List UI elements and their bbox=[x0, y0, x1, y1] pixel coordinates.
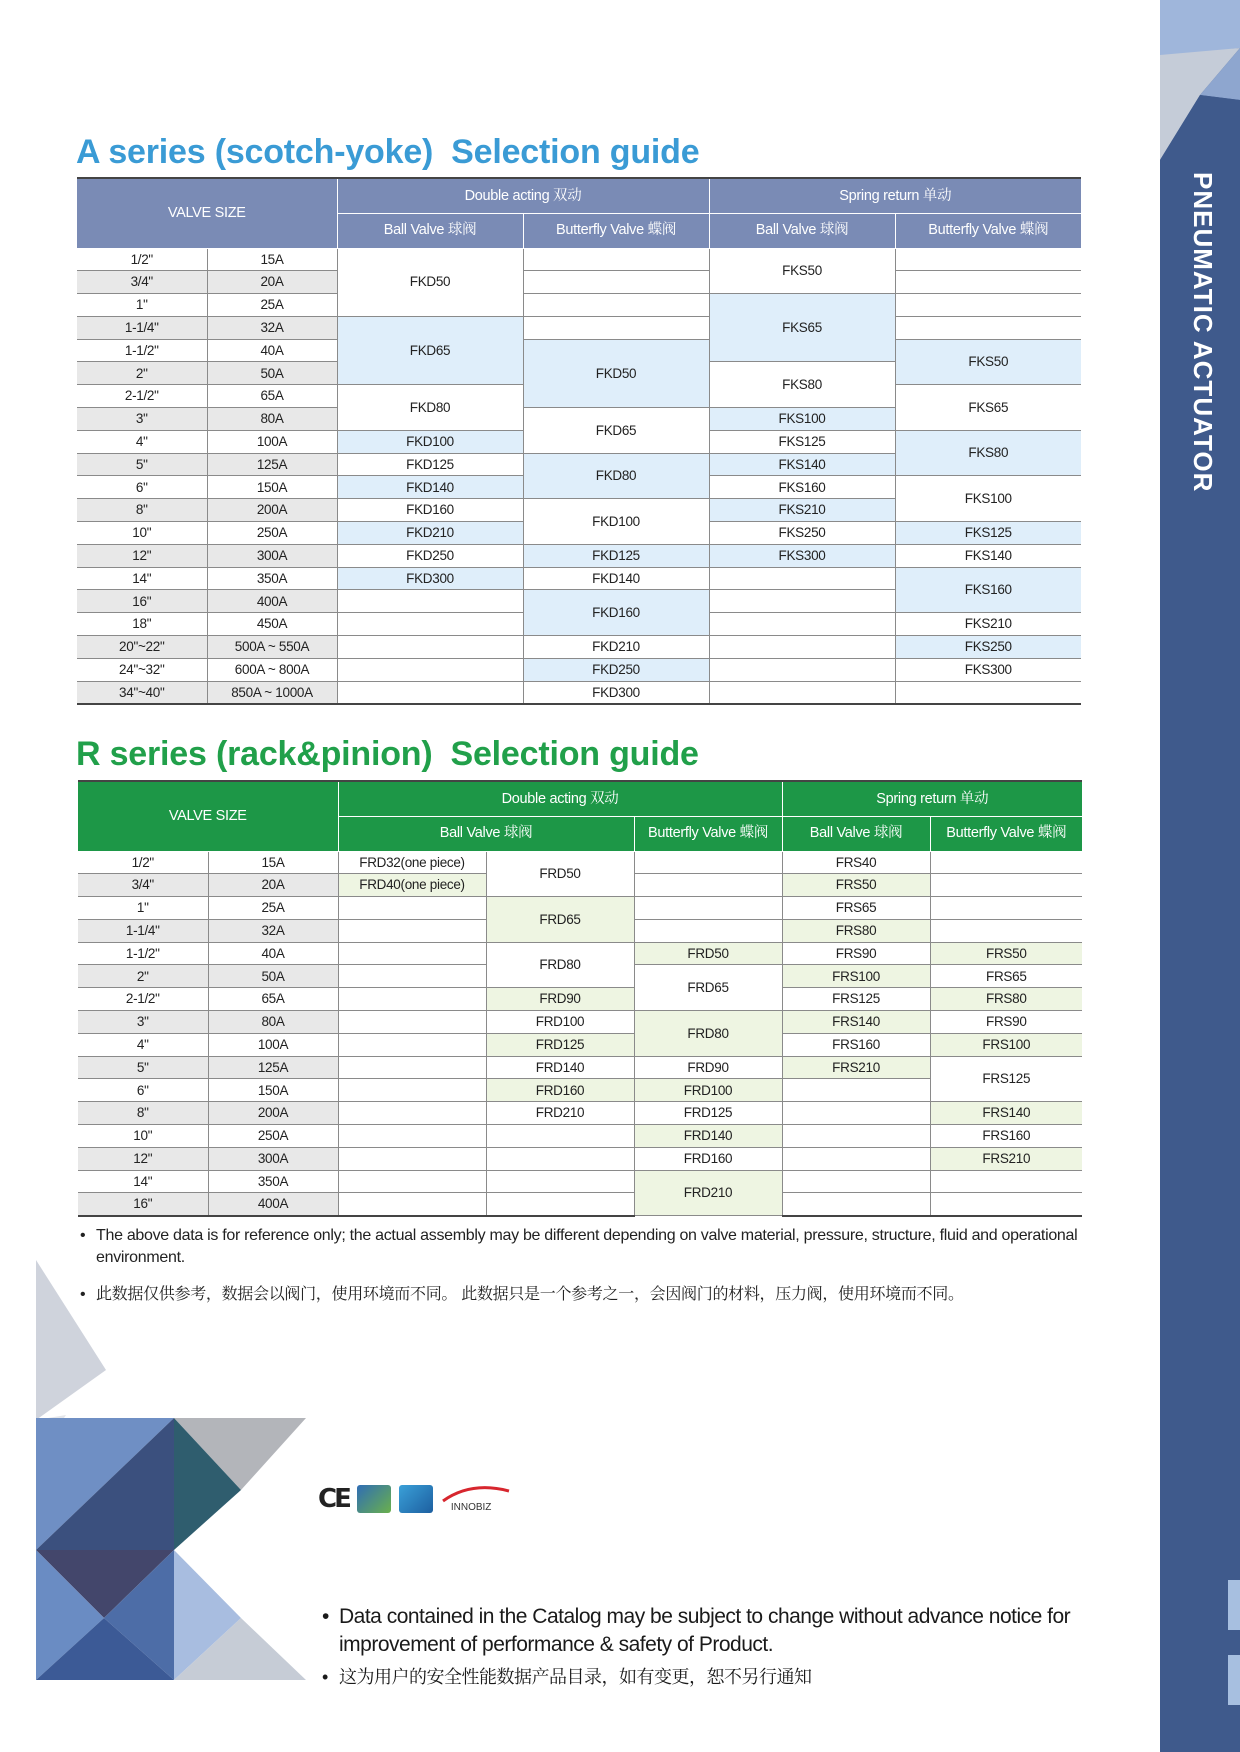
empty-cell bbox=[523, 271, 709, 294]
model-cell-spring-butterfly: FKS250 bbox=[895, 636, 1081, 659]
empty-cell bbox=[338, 988, 486, 1011]
empty-cell bbox=[895, 248, 1081, 271]
valve-size-inch-cell: 16" bbox=[77, 590, 207, 613]
valve-size-inch-cell: 10" bbox=[77, 522, 207, 545]
model-cell-spring-butterfly: FRS140 bbox=[930, 1102, 1082, 1125]
valve-size-mm-cell: 50A bbox=[208, 965, 338, 988]
empty-cell bbox=[782, 1102, 930, 1125]
table-row bbox=[77, 294, 1081, 317]
empty-cell bbox=[782, 1125, 930, 1148]
a-series-title-name: A series (scotch-yoke) bbox=[76, 133, 434, 171]
model-cell-spring-butterfly: FRS90 bbox=[930, 1011, 1082, 1034]
empty-cell bbox=[338, 1011, 486, 1034]
model-cell-double-butterfly: FKD210 bbox=[523, 636, 709, 659]
table-row bbox=[78, 1147, 1082, 1170]
model-cell-spring-butterfly: FRS80 bbox=[930, 988, 1082, 1011]
model-cell-double-ball-b: FRD140 bbox=[486, 1056, 634, 1079]
side-tab-marker bbox=[1228, 1655, 1240, 1705]
empty-cell bbox=[523, 316, 709, 339]
model-cell-spring-ball: FRS80 bbox=[782, 919, 930, 942]
valve-size-inch-cell: 6" bbox=[77, 476, 207, 499]
empty-cell bbox=[930, 851, 1082, 874]
bullet-icon: • bbox=[322, 1667, 328, 1687]
valve-size-mm-cell: 32A bbox=[207, 316, 337, 339]
empty-cell bbox=[338, 1033, 486, 1056]
valve-size-mm-cell: 125A bbox=[207, 453, 337, 476]
valve-size-inch-cell: 5" bbox=[78, 1056, 208, 1079]
empty-cell bbox=[895, 294, 1081, 317]
valve-size-inch-cell: 8" bbox=[78, 1102, 208, 1125]
valve-size-inch-cell: 1-1/2" bbox=[78, 942, 208, 965]
model-cell-double-ball: FKD100 bbox=[337, 430, 523, 453]
empty-cell bbox=[634, 874, 782, 897]
model-cell-spring-ball: FKS210 bbox=[709, 499, 895, 522]
model-cell-double-ball-b: FRD210 bbox=[486, 1102, 634, 1125]
valve-size-mm-cell: 80A bbox=[207, 408, 337, 431]
valve-size-inch-cell: 3" bbox=[78, 1011, 208, 1034]
empty-cell bbox=[337, 636, 523, 659]
valve-size-inch-cell: 14" bbox=[78, 1170, 208, 1193]
valve-size-mm-cell: 250A bbox=[208, 1125, 338, 1148]
innobiz-logo-text: INNOBIZ bbox=[450, 1502, 492, 1513]
valve-size-header: VALVE SIZE bbox=[78, 781, 338, 851]
model-cell-double-butterfly: FKD50 bbox=[523, 339, 709, 407]
table-row bbox=[78, 1193, 1082, 1216]
empty-cell bbox=[709, 590, 895, 613]
valve-size-inch-cell: 3" bbox=[77, 408, 207, 431]
empty-cell bbox=[782, 1147, 930, 1170]
model-cell-spring-ball: FRS50 bbox=[782, 874, 930, 897]
empty-cell bbox=[634, 897, 782, 920]
valve-size-mm-cell: 300A bbox=[208, 1147, 338, 1170]
side-tab-marker bbox=[1228, 1580, 1240, 1630]
bullet-icon: • bbox=[322, 1605, 329, 1628]
valve-size-inch-cell: 1" bbox=[78, 897, 208, 920]
a-series-title bbox=[76, 133, 699, 172]
valve-size-inch-cell: 24"~32" bbox=[77, 658, 207, 681]
empty-cell bbox=[930, 1193, 1082, 1216]
r-series-title-suffix: Selection guide bbox=[450, 735, 699, 773]
model-cell-double-butterfly: FKD125 bbox=[523, 544, 709, 567]
empty-cell bbox=[709, 613, 895, 636]
empty-cell bbox=[930, 1170, 1082, 1193]
bullet-icon: • bbox=[80, 1286, 86, 1303]
empty-cell bbox=[337, 681, 523, 704]
table-row bbox=[77, 636, 1081, 659]
empty-cell bbox=[895, 271, 1081, 294]
model-cell-spring-butterfly: FKS50 bbox=[895, 339, 1081, 385]
butterfly-valve-header: Butterfly Valve 蝶阀 bbox=[895, 213, 1081, 248]
valve-size-inch-cell: 1-1/4" bbox=[78, 919, 208, 942]
model-cell-spring-ball: FKS65 bbox=[709, 294, 895, 362]
model-cell-spring-ball: FRS100 bbox=[782, 965, 930, 988]
spring-return-header: Spring return 单动 bbox=[709, 178, 1081, 213]
model-cell-double-butterfly: FRD80 bbox=[634, 1011, 782, 1057]
ball-valve-header: Ball Valve 球阀 bbox=[709, 213, 895, 248]
valve-size-mm-cell: 500A ~ 550A bbox=[207, 636, 337, 659]
empty-cell bbox=[338, 1125, 486, 1148]
r-series-title-name: R series (rack&pinion) bbox=[76, 735, 433, 773]
valve-size-inch-cell: 14" bbox=[77, 567, 207, 590]
a-series-table-body bbox=[77, 248, 1081, 704]
empty-cell bbox=[338, 1056, 486, 1079]
valve-size-mm-cell: 15A bbox=[208, 851, 338, 874]
model-cell-double-ball: FKD125 bbox=[337, 453, 523, 476]
model-cell-spring-ball: FKS100 bbox=[709, 408, 895, 431]
model-cell-double-butterfly: FKD100 bbox=[523, 499, 709, 545]
table-row bbox=[78, 942, 1082, 965]
quality-badge-icon bbox=[399, 1485, 433, 1513]
empty-cell bbox=[486, 1170, 634, 1193]
empty-cell bbox=[338, 919, 486, 942]
valve-size-mm-cell: 150A bbox=[207, 476, 337, 499]
model-cell-spring-ball: FKS250 bbox=[709, 522, 895, 545]
table-row bbox=[78, 1170, 1082, 1193]
spring-return-header: Spring return 单动 bbox=[782, 781, 1082, 816]
table-row bbox=[77, 248, 1081, 271]
empty-cell bbox=[337, 658, 523, 681]
empty-cell bbox=[709, 567, 895, 590]
model-cell-double-ball: FKD50 bbox=[337, 248, 523, 316]
table-row bbox=[78, 1033, 1082, 1056]
empty-cell bbox=[895, 316, 1081, 339]
model-cell-spring-ball: FKS50 bbox=[709, 248, 895, 294]
butterfly-valve-header: Butterfly Valve 蝶阀 bbox=[523, 213, 709, 248]
table-row bbox=[77, 339, 1081, 362]
valve-size-mm-cell: 400A bbox=[207, 590, 337, 613]
valve-size-mm-cell: 350A bbox=[207, 567, 337, 590]
model-cell-spring-butterfly: FRS100 bbox=[930, 1033, 1082, 1056]
empty-cell bbox=[338, 1079, 486, 1102]
double-acting-header: Double acting 双动 bbox=[337, 178, 709, 213]
valve-size-mm-cell: 150A bbox=[208, 1079, 338, 1102]
footer-chinese-text: 这为用户的安全性能数据产品目录，如有变更，恕不另行通知 bbox=[339, 1667, 812, 1687]
empty-cell bbox=[634, 851, 782, 874]
empty-cell bbox=[338, 1147, 486, 1170]
valve-size-mm-cell: 80A bbox=[208, 1011, 338, 1034]
model-cell-spring-butterfly: FRS210 bbox=[930, 1147, 1082, 1170]
butterfly-valve-header: Butterfly Valve 蝶阀 bbox=[930, 816, 1082, 851]
model-cell-spring-butterfly: FKS80 bbox=[895, 430, 1081, 476]
model-cell-double-ball-b: FRD65 bbox=[486, 897, 634, 943]
valve-size-mm-cell: 350A bbox=[208, 1170, 338, 1193]
r-series-selection-table bbox=[78, 780, 1082, 1217]
table-row bbox=[78, 897, 1082, 920]
valve-size-inch-cell: 2" bbox=[78, 965, 208, 988]
valve-size-inch-cell: 1" bbox=[77, 294, 207, 317]
valve-size-inch-cell: 8" bbox=[77, 499, 207, 522]
certification-badge-icon bbox=[357, 1485, 391, 1513]
table-row bbox=[77, 544, 1081, 567]
valve-size-inch-cell: 20"~22" bbox=[77, 636, 207, 659]
table-row bbox=[78, 1011, 1082, 1034]
valve-size-mm-cell: 125A bbox=[208, 1056, 338, 1079]
model-cell-double-butterfly: FRD100 bbox=[634, 1079, 782, 1102]
valve-size-inch-cell: 12" bbox=[77, 544, 207, 567]
model-cell-spring-ball: FKS80 bbox=[709, 362, 895, 408]
valve-size-mm-cell: 40A bbox=[208, 942, 338, 965]
empty-cell bbox=[338, 965, 486, 988]
model-cell-double-ball-b: FRD125 bbox=[486, 1033, 634, 1056]
valve-size-inch-cell: 18" bbox=[77, 613, 207, 636]
valve-size-inch-cell: 2" bbox=[77, 362, 207, 385]
valve-size-mm-cell: 20A bbox=[208, 874, 338, 897]
valve-size-inch-cell: 34"~40" bbox=[77, 681, 207, 704]
table-row bbox=[78, 988, 1082, 1011]
note-english-text: The above data is for reference only; the actual assembly may be different depending on valve material, pressure, structure, fluid and operational environment. bbox=[96, 1227, 1078, 1266]
table-row bbox=[78, 1102, 1082, 1125]
valve-size-mm-cell: 400A bbox=[208, 1193, 338, 1216]
model-cell-spring-ball: FRS40 bbox=[782, 851, 930, 874]
empty-cell bbox=[338, 1193, 486, 1216]
model-cell-double-ball: FKD80 bbox=[337, 385, 523, 431]
empty-cell bbox=[337, 590, 523, 613]
footer-english bbox=[322, 1603, 1122, 1659]
valve-size-inch-cell: 2-1/2" bbox=[77, 385, 207, 408]
model-cell-spring-ball: FRS210 bbox=[782, 1056, 930, 1079]
model-cell-double-ball-b: FRD100 bbox=[486, 1011, 634, 1034]
empty-cell bbox=[486, 1147, 634, 1170]
sidebar-decoration-icon bbox=[1160, 0, 1240, 180]
model-cell-double-ball-a: FRD32(one piece) bbox=[338, 851, 486, 874]
valve-size-inch-cell: 3/4" bbox=[78, 874, 208, 897]
model-cell-double-ball-b: FRD160 bbox=[486, 1079, 634, 1102]
table-row bbox=[78, 851, 1082, 874]
certification-logos bbox=[318, 1484, 511, 1514]
model-cell-double-butterfly: FRD50 bbox=[634, 942, 782, 965]
empty-cell bbox=[486, 1125, 634, 1148]
footer-english-text: Data contained in the Catalog may be subject to change without advance notice for improvement of performance & safety of Product. bbox=[339, 1605, 1071, 1656]
ball-valve-header: Ball Valve 球阀 bbox=[338, 816, 634, 851]
empty-cell bbox=[709, 636, 895, 659]
model-cell-double-ball-a: FRD40(one piece) bbox=[338, 874, 486, 897]
table-row bbox=[77, 271, 1081, 294]
valve-size-mm-cell: 15A bbox=[207, 248, 337, 271]
a-series-title-suffix: Selection guide bbox=[451, 133, 700, 171]
model-cell-double-butterfly: FKD140 bbox=[523, 567, 709, 590]
a-series-selection-table bbox=[77, 177, 1081, 705]
model-cell-spring-butterfly: FRS50 bbox=[930, 942, 1082, 965]
empty-cell bbox=[634, 919, 782, 942]
sidebar-title: PNEUMATIC ACTUATOR bbox=[1188, 172, 1218, 493]
valve-size-mm-cell: 50A bbox=[207, 362, 337, 385]
model-cell-spring-butterfly: FKS300 bbox=[895, 658, 1081, 681]
model-cell-spring-ball: FRS125 bbox=[782, 988, 930, 1011]
model-cell-double-ball: FKD250 bbox=[337, 544, 523, 567]
valve-size-inch-cell: 10" bbox=[78, 1125, 208, 1148]
model-cell-double-butterfly: FRD90 bbox=[634, 1056, 782, 1079]
model-cell-double-ball-b: FRD90 bbox=[486, 988, 634, 1011]
model-cell-spring-butterfly: FKS210 bbox=[895, 613, 1081, 636]
empty-cell bbox=[782, 1193, 930, 1216]
model-cell-double-butterfly: FKD250 bbox=[523, 658, 709, 681]
table-row bbox=[77, 567, 1081, 590]
valve-size-inch-cell: 3/4" bbox=[77, 271, 207, 294]
innobiz-logo-icon bbox=[441, 1485, 511, 1513]
empty-cell bbox=[709, 681, 895, 704]
ce-mark-icon: CE bbox=[318, 1484, 349, 1514]
valve-size-inch-cell: 1/2" bbox=[78, 851, 208, 874]
r-series-table-body bbox=[78, 851, 1082, 1216]
empty-cell bbox=[895, 681, 1081, 704]
double-acting-header: Double acting 双动 bbox=[338, 781, 782, 816]
empty-cell bbox=[930, 919, 1082, 942]
r-series-title bbox=[76, 735, 699, 774]
valve-size-mm-cell: 32A bbox=[208, 919, 338, 942]
table-row bbox=[78, 1056, 1082, 1079]
table-row bbox=[78, 1125, 1082, 1148]
empty-cell bbox=[930, 897, 1082, 920]
model-cell-double-butterfly: FKD300 bbox=[523, 681, 709, 704]
table-row bbox=[77, 681, 1081, 704]
model-cell-double-ball: FKD160 bbox=[337, 499, 523, 522]
valve-size-mm-cell: 65A bbox=[207, 385, 337, 408]
empty-cell bbox=[338, 1170, 486, 1193]
valve-size-mm-cell: 850A ~ 1000A bbox=[207, 681, 337, 704]
model-cell-double-ball: FKD140 bbox=[337, 476, 523, 499]
model-cell-spring-butterfly: FRS125 bbox=[930, 1056, 1082, 1102]
valve-size-inch-cell: 1/2" bbox=[77, 248, 207, 271]
bullet-icon: • bbox=[80, 1227, 86, 1244]
valve-size-mm-cell: 40A bbox=[207, 339, 337, 362]
valve-size-mm-cell: 200A bbox=[207, 499, 337, 522]
valve-size-inch-cell: 12" bbox=[78, 1147, 208, 1170]
valve-size-inch-cell: 16" bbox=[78, 1193, 208, 1216]
model-cell-spring-ball: FRS140 bbox=[782, 1011, 930, 1034]
valve-size-mm-cell: 100A bbox=[208, 1033, 338, 1056]
model-cell-double-butterfly: FKD160 bbox=[523, 590, 709, 636]
valve-size-mm-cell: 65A bbox=[208, 988, 338, 1011]
model-cell-spring-butterfly: FKS65 bbox=[895, 385, 1081, 431]
model-cell-spring-ball: FRS65 bbox=[782, 897, 930, 920]
model-cell-spring-ball: FRS90 bbox=[782, 942, 930, 965]
valve-size-mm-cell: 100A bbox=[207, 430, 337, 453]
valve-size-inch-cell: 1-1/4" bbox=[77, 316, 207, 339]
empty-cell bbox=[782, 1170, 930, 1193]
valve-size-mm-cell: 600A ~ 800A bbox=[207, 658, 337, 681]
valve-size-inch-cell: 6" bbox=[78, 1079, 208, 1102]
valve-size-mm-cell: 450A bbox=[207, 613, 337, 636]
model-cell-double-ball-b: FRD80 bbox=[486, 942, 634, 988]
model-cell-spring-butterfly: FKS100 bbox=[895, 476, 1081, 522]
table-row bbox=[77, 658, 1081, 681]
empty-cell bbox=[523, 248, 709, 271]
model-cell-double-butterfly: FRD125 bbox=[634, 1102, 782, 1125]
model-cell-double-butterfly: FRD210 bbox=[634, 1170, 782, 1216]
valve-size-mm-cell: 25A bbox=[207, 294, 337, 317]
model-cell-double-ball: FKD210 bbox=[337, 522, 523, 545]
model-cell-double-ball: FKD65 bbox=[337, 316, 523, 384]
valve-size-inch-cell: 1-1/2" bbox=[77, 339, 207, 362]
valve-size-mm-cell: 250A bbox=[207, 522, 337, 545]
model-cell-spring-ball: FKS300 bbox=[709, 544, 895, 567]
footer-chinese bbox=[322, 1665, 812, 1689]
valve-size-mm-cell: 20A bbox=[207, 271, 337, 294]
model-cell-spring-ball: FKS125 bbox=[709, 430, 895, 453]
table-row bbox=[77, 316, 1081, 339]
empty-cell bbox=[338, 942, 486, 965]
model-cell-spring-ball: FKS140 bbox=[709, 453, 895, 476]
decorative-triangles-icon bbox=[36, 1260, 316, 1692]
empty-cell bbox=[523, 294, 709, 317]
empty-cell bbox=[337, 613, 523, 636]
valve-size-mm-cell: 25A bbox=[208, 897, 338, 920]
model-cell-spring-butterfly: FKS160 bbox=[895, 567, 1081, 613]
valve-size-inch-cell: 2-1/2" bbox=[78, 988, 208, 1011]
empty-cell bbox=[338, 1102, 486, 1125]
empty-cell bbox=[709, 658, 895, 681]
model-cell-double-butterfly: FKD65 bbox=[523, 408, 709, 454]
model-cell-double-butterfly: FRD140 bbox=[634, 1125, 782, 1148]
model-cell-spring-ball: FKS160 bbox=[709, 476, 895, 499]
valve-size-inch-cell: 4" bbox=[78, 1033, 208, 1056]
model-cell-spring-butterfly: FKS140 bbox=[895, 544, 1081, 567]
empty-cell bbox=[930, 874, 1082, 897]
valve-size-mm-cell: 200A bbox=[208, 1102, 338, 1125]
model-cell-spring-butterfly: FRS160 bbox=[930, 1125, 1082, 1148]
model-cell-double-butterfly: FKD80 bbox=[523, 453, 709, 499]
model-cell-spring-butterfly: FKS125 bbox=[895, 522, 1081, 545]
valve-size-inch-cell: 5" bbox=[77, 453, 207, 476]
ball-valve-header: Ball Valve 球阀 bbox=[782, 816, 930, 851]
model-cell-double-ball-b: FRD50 bbox=[486, 851, 634, 897]
ball-valve-header: Ball Valve 球阀 bbox=[337, 213, 523, 248]
valve-size-mm-cell: 300A bbox=[207, 544, 337, 567]
model-cell-double-butterfly: FRD160 bbox=[634, 1147, 782, 1170]
note-chinese-text: 此数据仅供参考，数据会以阀门，使用环境而不同。 此数据只是一个参考之一，会因阀门的材料，压力阀，使用环境而不同。 bbox=[96, 1286, 964, 1303]
model-cell-spring-ball: FRS160 bbox=[782, 1033, 930, 1056]
valve-size-inch-cell: 4" bbox=[77, 430, 207, 453]
model-cell-double-butterfly: FRD65 bbox=[634, 965, 782, 1011]
empty-cell bbox=[782, 1079, 930, 1102]
butterfly-valve-header: Butterfly Valve 蝶阀 bbox=[634, 816, 782, 851]
empty-cell bbox=[486, 1193, 634, 1216]
model-cell-double-ball: FKD300 bbox=[337, 567, 523, 590]
model-cell-spring-butterfly: FRS65 bbox=[930, 965, 1082, 988]
empty-cell bbox=[338, 897, 486, 920]
valve-size-header: VALVE SIZE bbox=[77, 178, 337, 248]
